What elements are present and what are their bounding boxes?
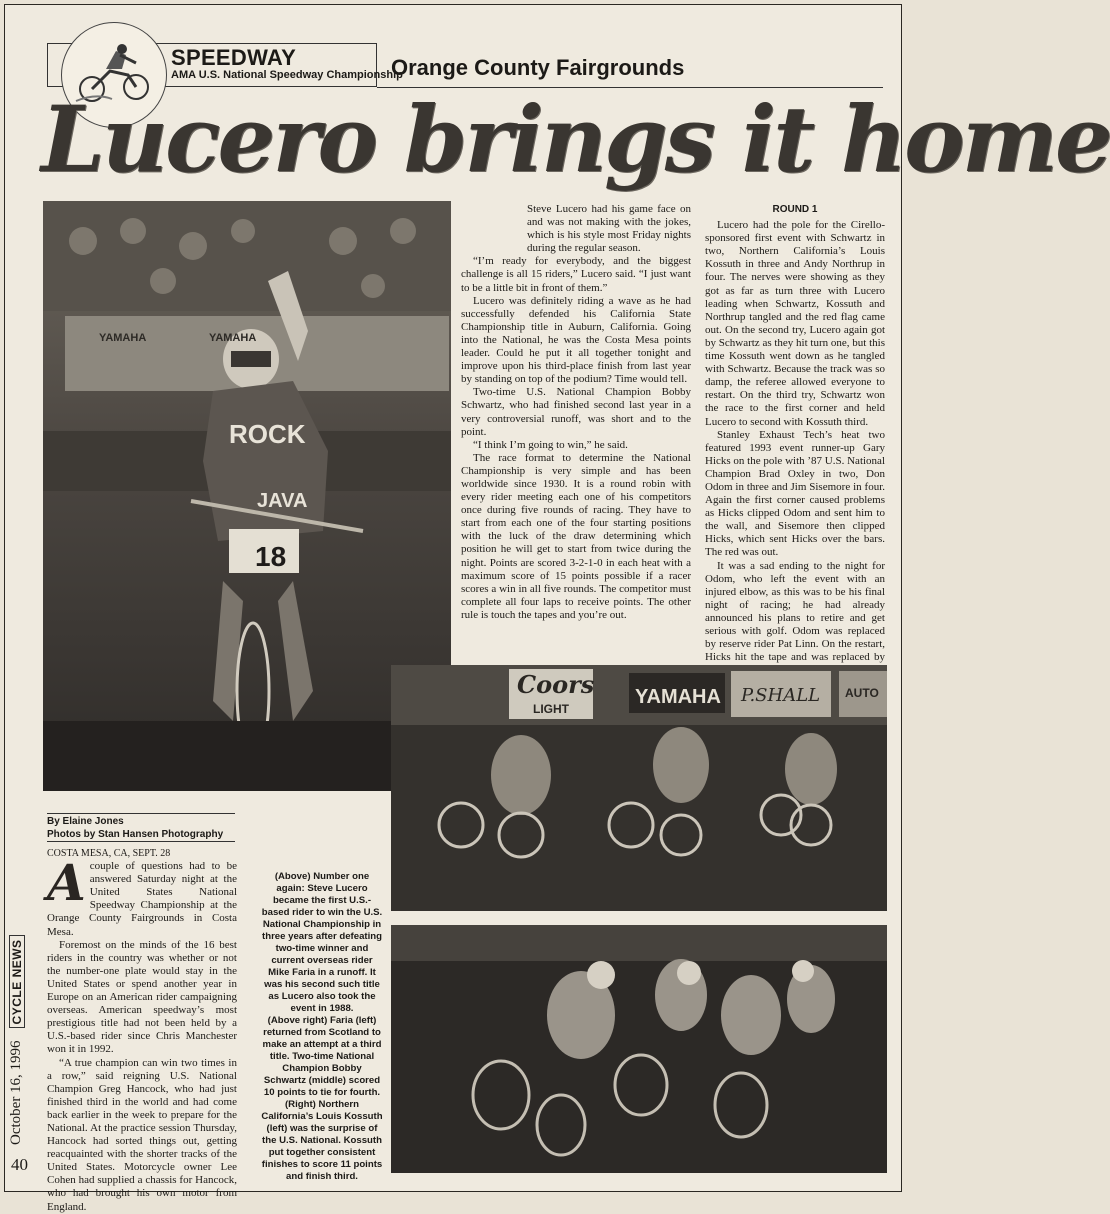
drop-cap: A [47, 853, 86, 913]
round-heading: ROUND 1 [772, 204, 818, 215]
col3-paragraph: Stanley Exhaust Tech’s heat two featured 1993 event runner-up Gary Hicks on the pole with ’87 U.S. National Champion Brad Oxley in two, Don Odom in three and Jim Sisemore in four. Again the first corner caused problems as Hicks clipped Odom and sent him to the wall, and Sisemore then clipped Hicks, which sent Hicks over the bars. The red was out. [705, 428, 885, 559]
venue-title: Orange County Fairgrounds [391, 55, 685, 80]
caption-main: (Above) Number one again: Steve Lucero became the first U.S.-based rider to win the U.S. National Championship in three years after defeating two-time winner and current overseas rider Mike Faria in a runoff. It was his second such title as Lucero also took the event in 1988. [261, 871, 383, 1014]
caption-right: (Right) Northern California’s Louis Kossuth (left) was the surprise of the U.S. National. Kossuth put together consistent finishes to score 11 points and finish third. [261, 1099, 383, 1182]
magazine-page [4, 4, 1110, 1213]
col2-paragraph: Lucero was definitely riding a wave as he had successfully defended his California State Championship title in Auburn, California. Going into the National, he was the Costa Mesa points leader. Could he put it all together tonight and improve upon his third-place finish from last year by standing on top of the podium? Time would tell. [461, 294, 691, 386]
col2-paragraph: Steve Lucero had his game face on and was not making with the jokes, which is his style most Friday nights during the regular season. [527, 203, 691, 255]
page-footer-vertical [8, 915, 25, 1145]
rider-jersey-text-1: ROCK [229, 419, 306, 449]
byline-rule-bottom [47, 841, 235, 842]
byline [47, 815, 223, 841]
sign-script: P.SHALL [741, 685, 821, 706]
sign-yamaha: YAMAHA [635, 686, 721, 708]
issue-date: October 16, 1996 [8, 1040, 24, 1145]
col2-paragraph: “I think I’m going to win,” he said. [473, 438, 628, 451]
col2-paragraph: The race format to determine the National Championship is very simple and has been worldwide since 1930. It is a round robin with every rider meeting each one of his competitors once during five rounds of racing. They have to start from each one of the four starting positions with the luck of the draw determining which position he will get to start from twice during the night. Points are scored 3-2-1-0 in each heat with a maximum score of 15 points possible if a racer scores a win in all five rounds. The competitor must complete all four laps to receive points. The other rule is touch the tapes and you’re out. [461, 451, 691, 621]
sign-light: LIGHT [533, 702, 569, 716]
main-photo-lucero [43, 201, 451, 791]
byline-author: By Elaine Jones [47, 816, 124, 827]
article-column-1 [47, 847, 237, 1214]
page-number: 40 [11, 1155, 28, 1174]
col3-paragraph: It was a sad ending to the night for Odom, who left the event with an injured elbow, as this was to be his final night of racing; he had already announced his plans to retire and get serious with golf. Odom was replaced by reserve rider Pat Linn. On the restart, Hicks hit the tape and was replaced by [705, 559, 885, 664]
col1-paragraph: Foremost on the minds of the 16 best riders in the country was whether or not the number-one plate would stay in the United States or spend another year in Europe on an American rider campaigning overseas. American speedway’s most prestigious title had not been held by a U.S.-based rider since Chris Manchester won it in 1992. [47, 938, 237, 1056]
photo-sign-yamaha-right: YAMAHA [209, 332, 257, 344]
col3-paragraph: Lucero had the pole for the Cirello-sponsored first event with Schwartz in two, Northern California’s Louis Kossuth in three and Andy Northrup in four. The nerves were showing as they got as far as turn three with Lucero leading when Schwartz, Kossuth and Northrup tangled and the red flag came out. On the second try, Lucero again got by Schwartz as they hit turn one, but this time Kossuth went down as he tangled with Schwartz. Because the track was so damp, the referee allowed everyone to restart. On the third try, Schwartz won the race to the first corner and held Lucero to second with Kossuth third. [705, 219, 885, 428]
col2-paragraph: “I’m ready for everybody, and the biggest challenge is all 15 riders,” Lucero said. “I just want to be a little bit in front of them.” [461, 255, 691, 294]
photo-caption [261, 871, 383, 1183]
rider-number: 18 [255, 541, 287, 572]
article-column-3 [705, 203, 885, 690]
article-column-2 [461, 203, 691, 622]
race-photo-bottom [391, 925, 887, 1173]
section-subtitle: AMA U.S. National Speedway Championship [171, 69, 403, 81]
photo-sign-yamaha-left: YAMAHA [99, 332, 147, 344]
sign-coors: Coors [517, 670, 595, 699]
byline-rule-top [47, 813, 235, 814]
sign-edge: AUTO [845, 686, 879, 700]
page-headline: Lucero brings it home [41, 87, 1110, 193]
rider-jersey-text-2: JAVA [257, 490, 308, 512]
col2-paragraph: Two-time U.S. National Champion Bobby Schwartz, who had finished second last year in a very controversial runoff, was short and to the point. [461, 386, 691, 438]
dateline: COSTA MESA, CA, SEPT. 28 [47, 848, 171, 859]
section-title: SPEEDWAY [171, 45, 297, 70]
byline-photos: Photos by Stan Hansen Photography [47, 829, 224, 840]
race-photo-top [391, 665, 887, 911]
magazine-name: CYCLE NEWS [9, 935, 25, 1028]
col1-paragraph: “A true champion can win two times in a row,” said reigning U.S. National Champion Greg Hancock, who had just finished third in the world and had come back earlier in the week to prepare for the National. At the practice session Thursday, Hancock had sorted things out, getting reacquainted with the shorter tracks of the United States. Motorcycle owner Lee Cohen had supplied a chassis for Hancock, who had brought his own motor from England. [47, 1056, 237, 1213]
col1-paragraph-text: couple of questions had to be answered Saturday night at the United States National Speedway Championship at the Orange County Fairgrounds in Costa Mesa. [47, 860, 237, 938]
caption-above-right: (Above right) Faria (left) returned from Scotland to make an attempt at a third title. Two-time National Champion Bobby Schwartz (middle) scored 10 points to tie for fourth. [262, 1015, 382, 1098]
